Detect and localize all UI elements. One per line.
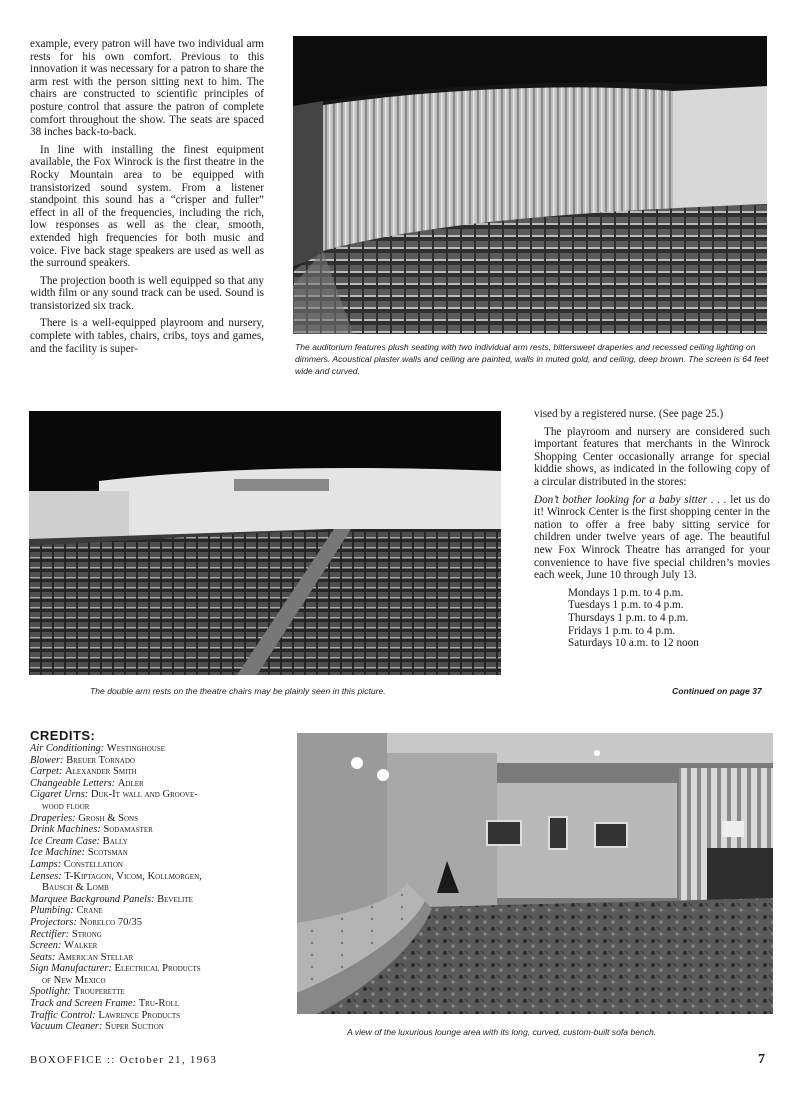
schedule-list xyxy=(534,587,770,650)
credit-item: Sign Manufacturer: Electrical Products xyxy=(30,963,201,975)
credit-item: Cigaret Urns: Duk-It wall and Groove- xyxy=(30,789,198,801)
schedule-item: Thursdays 1 p.m. to 4 p.m. xyxy=(568,611,689,624)
paragraph: example, every patron will have two individual arm rests for his own comfort. Previous to this innovation it was necessary for a patron to share the arm rest with the person sitting next to him. The chairs are constructed to scientific principles of posture control that assure the patron of complete comfort throughout the show. The seats are spaced 38 inches back-to-back. xyxy=(30,38,264,139)
credit-item: Traffic Control: Lawrence Products xyxy=(30,1009,181,1021)
credit-item: Drink Machines: Sodamaster xyxy=(30,824,153,836)
credit-item: Vacuum Cleaner: Super Suction xyxy=(30,1021,164,1033)
credit-item: Ice Machine: Scotsman xyxy=(30,847,128,859)
credit-item: Changeable Letters: Adler xyxy=(30,777,144,789)
credit-item: Bausch & Lomb xyxy=(42,882,109,894)
credit-item: Draperies: Grosh & Sons xyxy=(30,812,138,824)
credit-item: Lenses: T-Kiptagon, Vicom, Kollmorgen, xyxy=(30,870,202,882)
credit-item: Lamps: Constellation xyxy=(30,858,123,870)
paragraph: There is a well-equipped playroom and nursery, complete with tables, chairs, cribs, toys and games, and the facility is super- xyxy=(30,317,264,355)
quote-lead: Don’t bother looking for a baby sitter . . . xyxy=(534,493,727,506)
credit-item: Projectors: Norelco 70/35 xyxy=(30,916,142,928)
credit-item: Plumbing: Crane xyxy=(30,905,103,917)
armrests-caption: The double arm rests on the theatre chairs may be plainly seen in this picture. xyxy=(90,686,386,696)
paragraph: vised by a registered nurse. (See page 25.) xyxy=(534,408,724,420)
credit-item: Carpet: Alexander Smith xyxy=(30,766,137,778)
schedule-item: Mondays 1 p.m. to 4 p.m. xyxy=(568,586,684,599)
credit-item: Track and Screen Frame: Tru-Roll xyxy=(30,998,180,1010)
right-column-text xyxy=(534,408,770,650)
credit-item: Seats: American Stellar xyxy=(30,951,134,963)
credit-item: Blower: Breuer Tornado xyxy=(30,754,135,766)
paragraph: The playroom and nursery are considered such important features that merchants in the Winrock Shopping Center occasionally arrange for special kiddie shows, as indicated in the following copy of a circular distributed in the stores: xyxy=(534,425,770,488)
credit-item: Screen: Walker xyxy=(30,940,98,952)
left-column-text xyxy=(30,38,264,360)
credit-item: Ice Cream Case: Bally xyxy=(30,835,128,847)
credits-title: CREDITS: xyxy=(30,728,96,743)
schedule-item: Fridays 1 p.m. to 4 p.m. xyxy=(568,624,676,637)
credit-list xyxy=(30,743,280,1033)
page-number: 7 xyxy=(758,1052,765,1067)
credit-item: Spotlight: Trouperette xyxy=(30,986,125,998)
paragraph: The projection booth is well equipped so that any width film or any sound track can be used. Sound is transistorized six track. xyxy=(30,274,264,312)
lounge-photo xyxy=(297,733,773,1014)
credit-item: Rectifier: Strong xyxy=(30,928,102,940)
credit-item: Marquee Background Panels: Bevelite xyxy=(30,893,193,905)
credit-item: wood floor xyxy=(42,800,90,812)
paragraph: In line with installing the finest equipment available, the Fox Winrock is the first theatre in the Rocky Mountain area to be equipped with transistorized sound system. From a listener standpoint this sound has a “crisper and fuller” effect in all of the frequencies, including the rich, low responses as well as the clear, smooth, extended high frequencies for both music and voice. Five back stage speakers are used as well as the surround speakers. xyxy=(30,143,264,270)
footer-masthead: BOXOFFICE :: October 21, 1963 xyxy=(30,1054,218,1066)
quote-body: let us do it! Winrock Center is the first shopping center in the nation to offer a free baby sitting service for children under twelve years of age. The beautiful new Fox Winrock Theatre has arranged for your convenience to have five special children’s movies each week, June 10 through July 13. xyxy=(534,493,770,582)
auditorium-photo xyxy=(293,36,767,334)
credit-item: of New Mexico xyxy=(42,974,106,986)
auditorium-caption: The auditorium features plush seating with two individual arm rests, bittersweet draperies and recessed ceiling lighting on dimmers. Acoustical plaster walls and ceiling are painted, walls in muted gold, and ceiling, deep brown. The screen is 64 feet wide and curved. xyxy=(295,342,769,376)
circular-quote xyxy=(534,494,770,582)
armrests-photo xyxy=(29,411,501,675)
lounge-caption: A view of the luxurious lounge area with its long, curved, custom-built sofa bench. xyxy=(347,1027,657,1037)
credit-item: Air Conditioning: Westinghouse xyxy=(30,743,166,754)
schedule-item: Tuesdays 1 p.m. to 4 p.m. xyxy=(568,599,684,612)
continued-note: Continued on page 37 xyxy=(672,686,762,696)
schedule-item: Saturdays 10 a.m. to 12 noon xyxy=(568,637,699,650)
credits-box xyxy=(30,728,280,1033)
